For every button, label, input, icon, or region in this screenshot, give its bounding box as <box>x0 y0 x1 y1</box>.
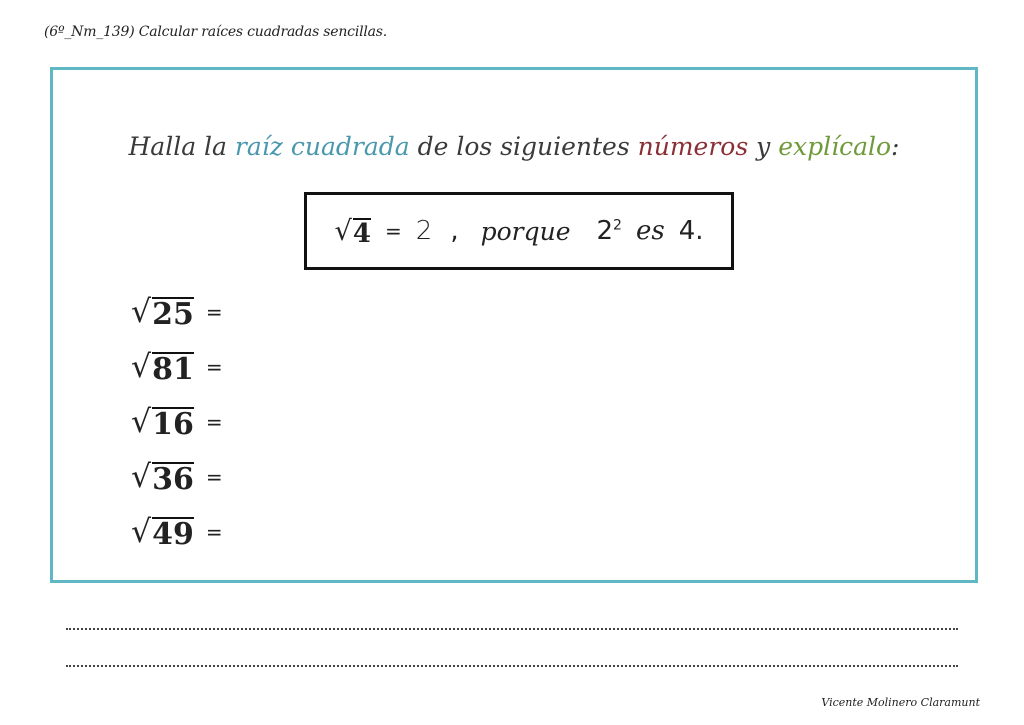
exercise-frame <box>50 67 978 583</box>
example-radicand: 4 <box>352 218 371 249</box>
example-square-root <box>335 216 372 247</box>
answer-line[interactable] <box>66 628 958 630</box>
equals-sign: = <box>205 409 223 434</box>
radicand: 25 <box>152 296 194 332</box>
equals-sign: = <box>205 299 223 324</box>
instruction-text: y <box>748 132 779 161</box>
example-es: es <box>635 216 665 246</box>
square-root <box>131 514 194 550</box>
worksheet-title: (6º_Nm_139) Calcular raíces cuadradas sencillas. <box>44 24 388 40</box>
example-base: 2 <box>596 216 614 246</box>
exercise-row <box>131 449 223 504</box>
radical-icon: √ <box>131 513 152 550</box>
exercise-list <box>131 284 223 559</box>
square-root <box>131 404 194 440</box>
equals-sign: = <box>205 464 223 489</box>
instruction-heading <box>53 132 975 161</box>
equals-sign: = <box>205 354 223 379</box>
author-credit: Vicente Molinero Claramunt <box>821 696 980 709</box>
exercise-row <box>131 339 223 394</box>
instruction-text: Halla la <box>128 132 235 161</box>
radicand: 16 <box>152 406 194 442</box>
exercise-row <box>131 394 223 449</box>
square-root <box>131 349 194 385</box>
equals-sign: = <box>205 519 223 544</box>
example-result: 2 <box>415 216 433 246</box>
radical-icon: √ <box>131 403 152 440</box>
example-box <box>304 192 734 270</box>
radicand: 81 <box>152 351 194 387</box>
example-value: 4. <box>678 216 704 246</box>
radicand: 49 <box>152 516 194 552</box>
example-because: porque <box>480 216 571 246</box>
square-root <box>131 459 194 495</box>
answer-line[interactable] <box>66 665 958 667</box>
radical-icon: √ <box>131 293 152 330</box>
instruction-highlight-explain: explícalo <box>778 132 892 161</box>
instruction-highlight-square-root: raíz cuadrada <box>234 132 410 161</box>
radicand: 36 <box>152 461 194 497</box>
instruction-text: : <box>891 132 900 161</box>
radical-icon: √ <box>334 215 352 247</box>
instruction-text: de los siguientes <box>409 132 638 161</box>
square-root <box>131 294 194 330</box>
example-comma: , <box>450 216 459 246</box>
exercise-row <box>131 284 223 339</box>
instruction-highlight-numbers: números <box>637 132 749 161</box>
radical-icon: √ <box>131 348 152 385</box>
exercise-row <box>131 504 223 559</box>
example-power <box>596 216 621 246</box>
radical-icon: √ <box>131 458 152 495</box>
example-equals: = <box>385 219 402 243</box>
example-exponent: 2 <box>613 217 622 234</box>
